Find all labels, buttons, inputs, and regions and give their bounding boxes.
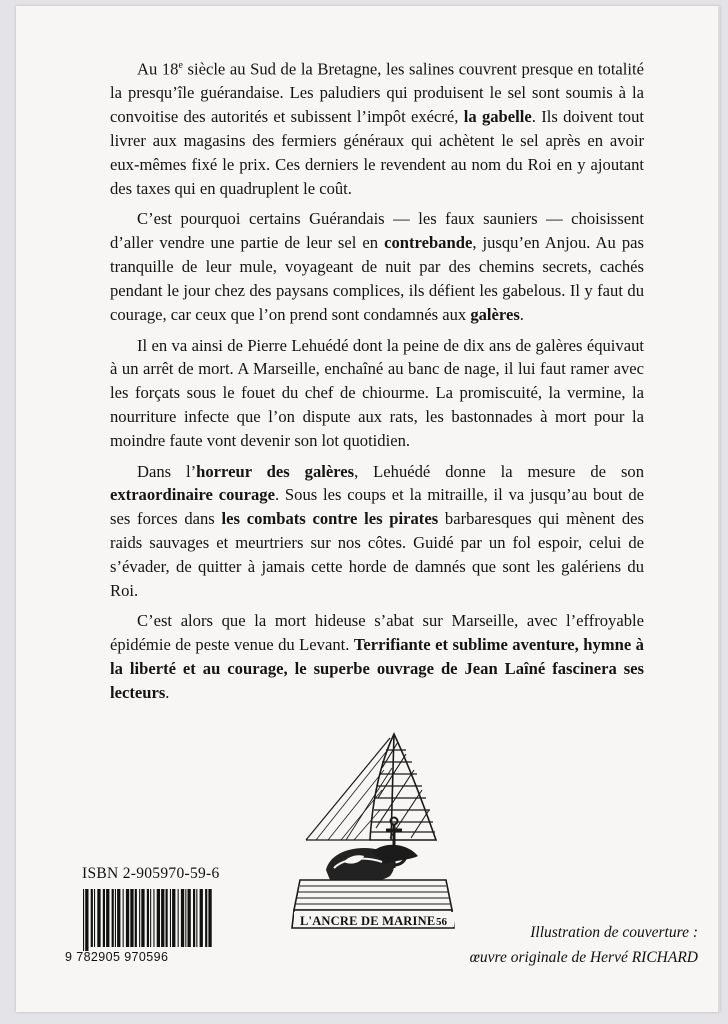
barcode-bar [161, 889, 164, 947]
paragraph [110, 54, 644, 201]
barcode-bar [172, 889, 175, 947]
text-run: Il en va ainsi de Pierre Lehuédé dont la peine de dix ans de galères équivaut à un arrêt de mort. A Marseille, enchaîné au banc de nage, il lui faut ramer avec les forçats sous le fouet du chef de chiourme. La promiscuité, la vermine, la nourriture infecte que l’on dispute aux rats, les bastonnades à mort pour la moindre faute vont devenir son lot quotidien. [110, 335, 644, 451]
text-run: . Ils doivent tout livrer aux magasins des fermiers généraux qui achètent le sel après en avoir eux-mêmes fixé le prix. Ces derniers le revendent au nom du Roi en y ajoutant des taxes qui en quadruplent le coût. [110, 107, 644, 199]
text-run: Au 18 [137, 59, 179, 79]
text-run: . Sous les coups et la mitraille, il va jusqu’au bout de ses forces dans [110, 485, 644, 529]
bold-text: les combats contre les pirates [221, 509, 439, 529]
barcode-bar [208, 889, 211, 947]
barcode-bar [188, 889, 191, 947]
publisher-name [294, 912, 454, 928]
text-run: , jusqu’en Anjou. Au pas tranquille de leur mule, voyageant de nuit par des chemins secrets, cachés pendant le jour chez des paysans complices, ils défient les gabelous. Il y faut du courage, car ceux que l’on prend sont condamnés aux [110, 233, 644, 325]
paragraph [110, 334, 644, 454]
barcode-bar [150, 889, 151, 947]
barcode-bar [97, 889, 100, 947]
back-cover [16, 6, 720, 1012]
paragraph [110, 460, 644, 603]
text-run: . [165, 683, 170, 703]
barcode-bar [196, 889, 197, 947]
text-run: . [519, 305, 524, 325]
paragraph [110, 207, 644, 327]
barcode-bar [91, 889, 93, 947]
barcode-bar [178, 889, 179, 947]
publisher-name-text: L'ANCRE DE MARINE [300, 914, 436, 928]
hat-icon [326, 845, 418, 884]
text-run: , Lehuédé donne la mesure de son [354, 461, 645, 481]
barcode-bar [85, 889, 88, 951]
text-run: siècle au Sud de la Bretagne, les salines couvrent presque en totalité la presqu’île guérandaise. Les paludiers qui produisent le sel sont soumis à la convoitise des autorités et subissent l’impôt exécré, [110, 59, 644, 127]
bold-text: galères [470, 305, 520, 325]
barcode-bar [166, 889, 168, 947]
text-run: Dans l’ [137, 461, 197, 481]
barcode-bar [157, 889, 160, 947]
barcode-bar [185, 889, 186, 947]
barcode-bar [103, 889, 105, 947]
blurb-text [110, 54, 644, 712]
barcode-digits: 9 782905 970596 [65, 950, 169, 964]
barcode-bar [205, 889, 207, 947]
illustration-credit [470, 920, 698, 970]
barcode-bar [153, 889, 154, 947]
barcode-bar [135, 889, 137, 947]
sailboat-icon [306, 734, 436, 840]
paragraph [110, 609, 644, 705]
text-run: C’est pourquoi certains Guérandais — les faux sauniers — choisissent d’aller vendre une partie de leur sel en [110, 209, 644, 253]
bold-text: la gabelle [463, 107, 532, 127]
barcode-bar [170, 889, 171, 947]
bold-text: extraordinaire courage [110, 485, 275, 505]
barcode-bar [123, 889, 124, 947]
publisher-badge-text: 56 [436, 916, 447, 928]
text-run: e [178, 60, 183, 71]
text-run: barbaresques qui mènent des raids sauvages et meurtriers sur nos côtes. Guidé par un fol espoir, celui de s’évader, de quitter à jamais cette horde de damnés que sont les galériens du Roi. [110, 509, 644, 601]
barcode-bar [130, 889, 133, 947]
bold-text: Terrifiante et sublime aventure, hymne à la liberté et au courage, le superbe ouvrage de Jean Laîné fascinera ses lecteurs [110, 635, 644, 703]
credit-line-1: Illustration de couverture : [530, 924, 698, 941]
barcode-bar [83, 889, 84, 951]
barcode-bar [126, 889, 129, 947]
bold-text: contrebande [384, 233, 473, 253]
bold-text: horreur des galères [196, 461, 355, 481]
isbn-number: ISBN 2-905970-59-6 [82, 865, 220, 882]
publisher-logo [286, 728, 462, 936]
barcode-bar [106, 889, 109, 947]
barcode-bar [193, 889, 195, 947]
barcode-bar [112, 889, 114, 947]
barcode-bar [181, 889, 184, 947]
barcode-bar [141, 889, 144, 947]
barcode-bar [200, 889, 203, 947]
barcode-bar [117, 889, 120, 947]
barcode-bar [139, 889, 140, 947]
barcode-bar [147, 889, 149, 947]
text-run: C’est alors que la mort hideuse s’abat sur Marseille, avec l’effroyable épidémie de peste venue du Levant. [110, 611, 644, 655]
credit-line-2: œuvre originale de Hervé RICHARD [469, 949, 698, 966]
barcode-bar [94, 889, 95, 947]
barcode-bar [115, 889, 116, 947]
